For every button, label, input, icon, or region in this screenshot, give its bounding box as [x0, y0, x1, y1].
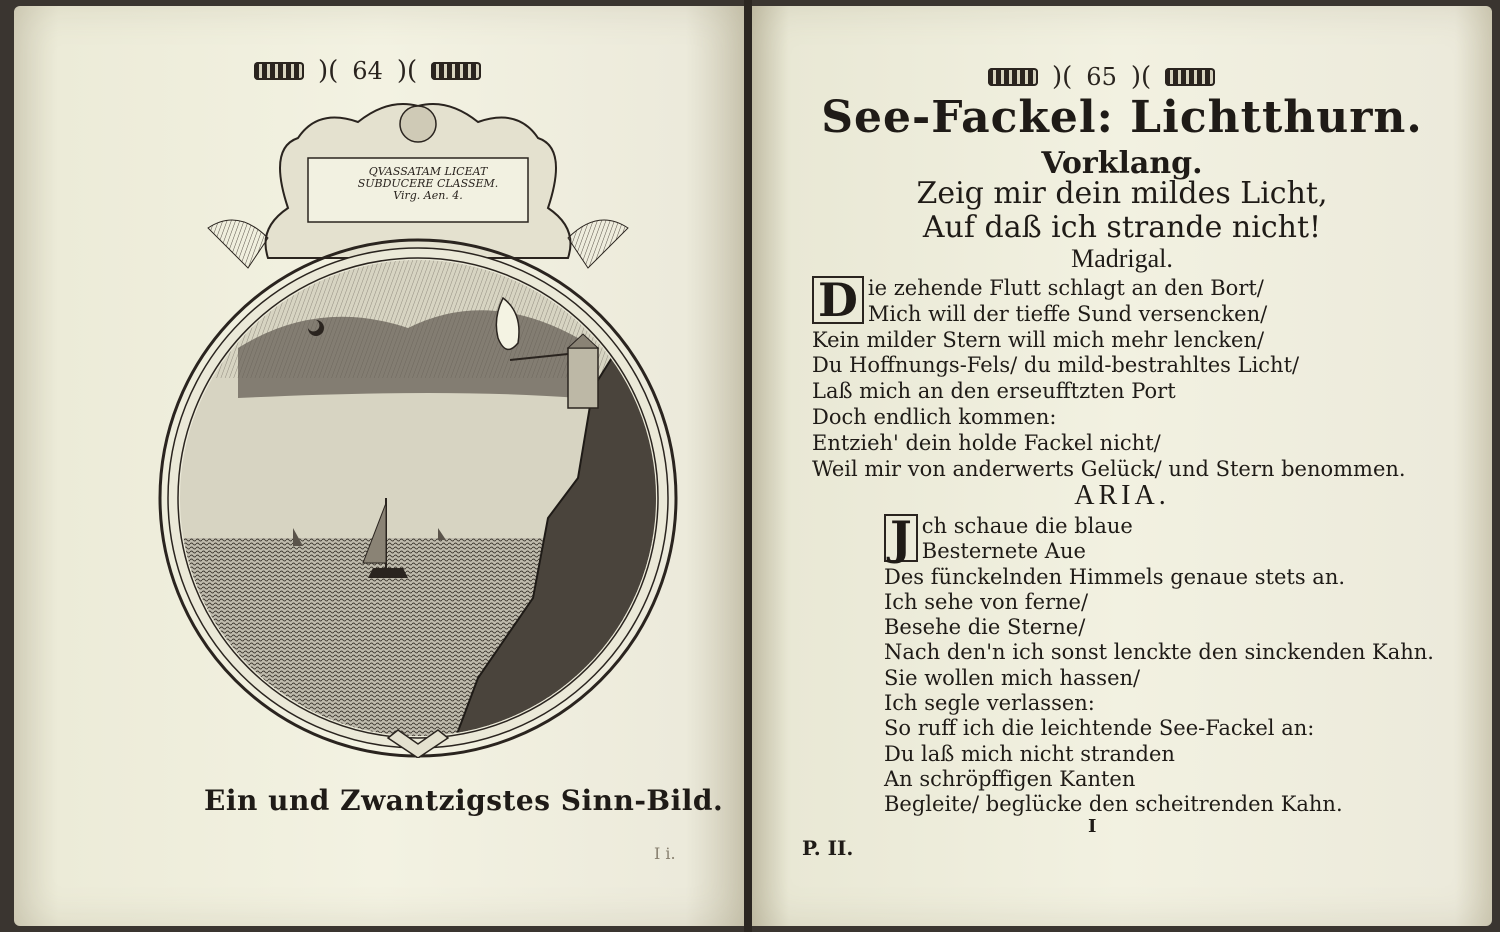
ornament-icon — [431, 62, 481, 80]
vorklang-line: Zeig mir dein mildes Licht, — [916, 176, 1328, 211]
motto-line: Virg. Aen. 4. — [393, 189, 463, 202]
motto-line: QVASSATAM LICEAT — [368, 165, 488, 178]
madrigal-line: Entzieh' dein holde Fackel nicht/ — [812, 430, 1161, 455]
aria-line: Des fünckelnden Himmels genaue stets an. — [884, 564, 1346, 589]
aria-line: J ch schaue die blaue — [884, 514, 1474, 539]
aria-line: An schröpffigen Kanten — [884, 766, 1136, 791]
aria-line: Du laß mich nicht stranden — [884, 741, 1175, 766]
emblem-engraving — [148, 98, 688, 758]
aria-line: Besehe die Sterne/ — [884, 615, 1086, 640]
page-number: 65 — [1086, 63, 1117, 91]
left-page-header — [254, 56, 481, 86]
plate-caption: Ein und Zwantzigstes Sinn-Bild. — [204, 784, 724, 817]
signature-mark: P. II. — [802, 836, 854, 860]
aria-line: Nach den'n ich sonst lenckte den sinckenden Kahn. — [884, 640, 1434, 665]
aria-line: So ruff ich die leichtende See-Fackel an: — [884, 716, 1315, 741]
aria-line: Begleite/ beglücke den scheitrenden Kahn. — [884, 792, 1343, 817]
bracket-icon: )( — [1130, 62, 1152, 92]
madrigal-line: Weil mir von anderwerts Gelück/ und Stern benommen. — [812, 456, 1406, 481]
madrigal-line: Mich will der tieffe Sund versencken/ — [867, 301, 1268, 326]
emblem-heading: See-Fackel: Lichtthurn. — [821, 92, 1423, 143]
drop-cap: D — [812, 276, 864, 324]
madrigal-label: Madrigal. — [1071, 244, 1173, 273]
emblem-motto — [333, 166, 523, 202]
madrigal-line: D ie zehende Flutt schlagt an den Bort/ — [812, 276, 1472, 302]
aria-line: Ich segle verlassen: — [884, 691, 1095, 716]
book-gutter — [744, 0, 752, 932]
drop-cap: J — [884, 514, 918, 562]
page-number: 64 — [352, 57, 383, 85]
ornament-icon — [254, 62, 304, 80]
aria-text — [884, 511, 1474, 818]
vorklang-line: Auf daß ich strande nicht! — [922, 210, 1322, 245]
ornament-icon — [988, 68, 1038, 86]
vorklang-label: Vorklang. — [1041, 146, 1203, 181]
ornament-icon — [1165, 68, 1215, 86]
aria-line: Besternete Aue — [921, 539, 1086, 564]
motto-line: SUBDUCERE CLASSEM. — [357, 177, 499, 190]
madrigal-line: Du Hoffnungs-Fels/ du mild-bestrahltes Licht/ — [812, 353, 1300, 378]
bracket-icon: )( — [1052, 62, 1073, 92]
madrigal-line: Laß mich an den erseufftzten Port — [812, 379, 1176, 404]
bracket-icon: )( — [318, 56, 339, 86]
madrigal-line: Kein milder Stern will mich mehr lencken/ — [812, 327, 1265, 352]
catchword: I — [1088, 816, 1097, 837]
aria-line: Ich sehe von ferne/ — [884, 589, 1089, 614]
signature-mark: I i. — [654, 844, 676, 863]
madrigal-text — [812, 273, 1472, 482]
left-page — [14, 6, 744, 926]
aria-line: Sie wollen mich hassen/ — [884, 665, 1141, 690]
aria-label: ARIA. — [1074, 480, 1170, 511]
right-page — [752, 6, 1492, 926]
bracket-icon: )( — [396, 56, 418, 86]
madrigal-line: Doch endlich kommen: — [812, 404, 1057, 429]
right-page-header — [988, 62, 1215, 92]
